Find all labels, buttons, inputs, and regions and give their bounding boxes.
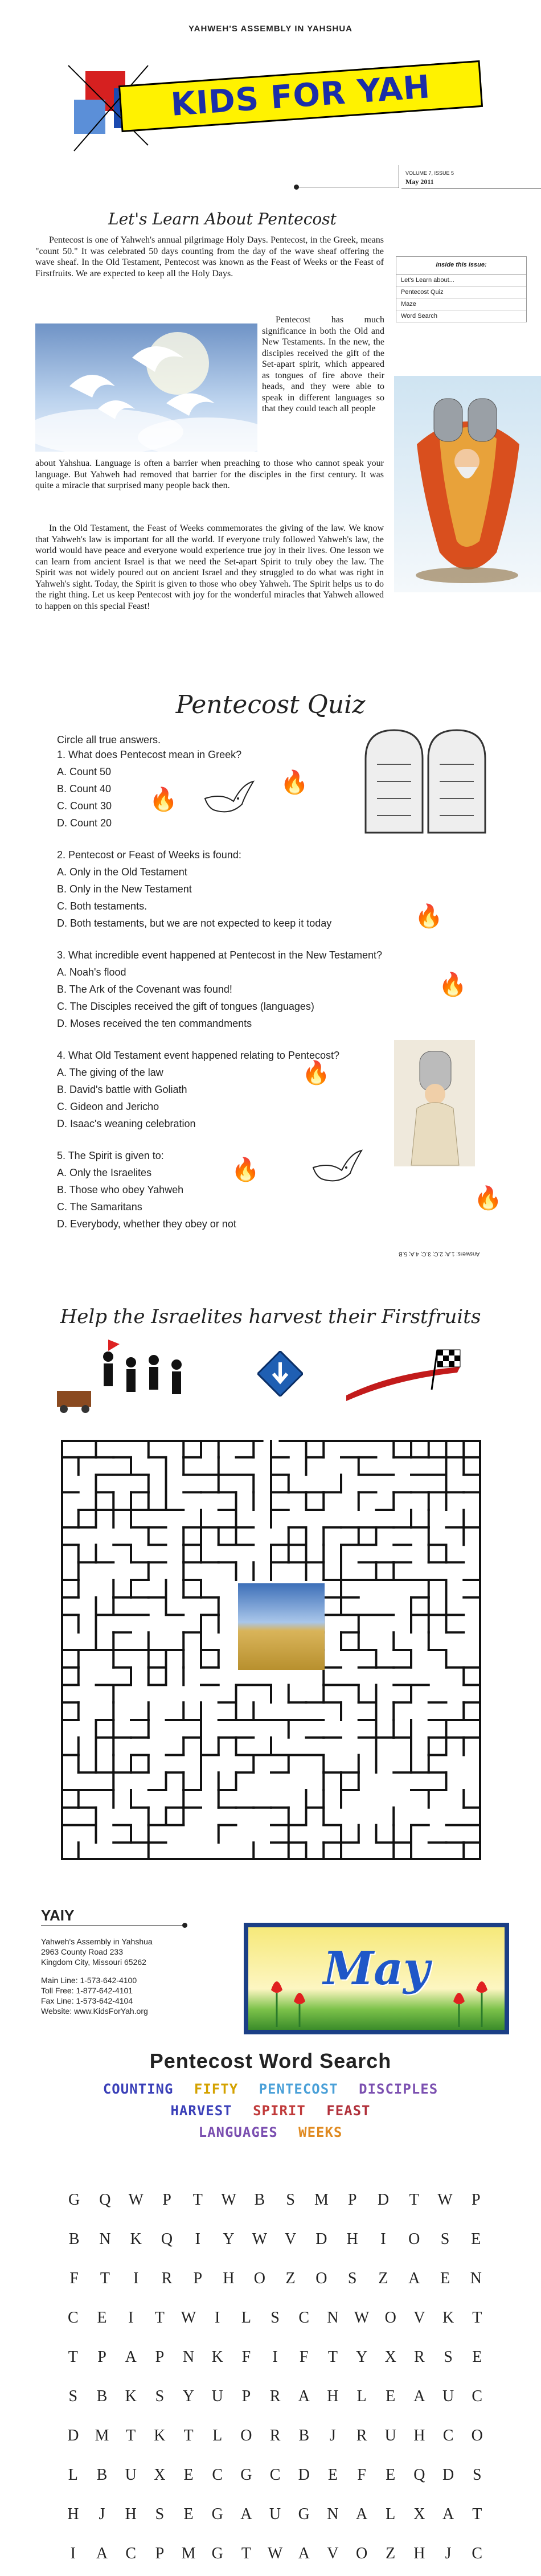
- word-search-letter[interactable]: T: [327, 2348, 338, 2366]
- quiz-option[interactable]: B. Count 40: [57, 783, 112, 794]
- quiz-question: 5. The Spirit is given to:: [57, 1150, 164, 1161]
- word-search-letter[interactable]: B: [68, 2230, 80, 2248]
- word-search-row: [59, 2337, 491, 2377]
- quiz-title: Pentecost Quiz: [175, 690, 366, 719]
- quiz-answers: Answers: 1.A; 2.C; 3.C; 4.A; 5.B: [399, 1251, 480, 1257]
- word-search-letter[interactable]: F: [299, 2348, 309, 2366]
- word-search-letter[interactable]: V: [413, 2308, 425, 2327]
- word-search-letter[interactable]: Q: [99, 2190, 111, 2209]
- word-search-letter[interactable]: G: [240, 2466, 252, 2484]
- word-search-letter[interactable]: A: [125, 2348, 137, 2366]
- word-search-letter[interactable]: E: [386, 2387, 396, 2405]
- quiz-option[interactable]: D. Everybody, whether they obey or not: [57, 1218, 236, 1230]
- flame-icon: 🔥: [438, 972, 467, 997]
- word-search-letter[interactable]: D: [315, 2230, 327, 2248]
- issue-date: May 2011: [405, 178, 434, 186]
- word-search-letter[interactable]: T: [68, 2348, 78, 2366]
- word-search-letter[interactable]: F: [69, 2269, 79, 2287]
- word-search-letter[interactable]: M: [95, 2426, 109, 2444]
- word-search-letter[interactable]: A: [355, 2505, 368, 2523]
- word-search-letter[interactable]: A: [298, 2387, 310, 2405]
- word-search-letter[interactable]: E: [386, 2466, 396, 2484]
- moses-image: [394, 1040, 475, 1166]
- word-search-letter[interactable]: D: [442, 2466, 454, 2484]
- word-search-letter[interactable]: M: [314, 2190, 329, 2209]
- word-search-letter[interactable]: Z: [378, 2269, 388, 2287]
- word-search-title: Pentecost Word Search: [149, 2049, 392, 2073]
- word-search-letter[interactable]: F: [357, 2466, 366, 2484]
- word-search-letter[interactable]: L: [212, 2426, 223, 2444]
- word-search-letter[interactable]: T: [192, 2190, 203, 2209]
- word-list-item: HARVEST: [170, 2103, 232, 2119]
- article-title: Let's Learn About Pentecost: [108, 210, 337, 228]
- word-search-letter[interactable]: F: [241, 2348, 251, 2366]
- quiz-option[interactable]: A. Only in the Old Testament: [57, 866, 187, 878]
- contact-line: Main Line: 1-573-642-4100: [41, 1976, 137, 1985]
- word-search-letter[interactable]: R: [414, 2348, 425, 2366]
- word-search-letter[interactable]: T: [126, 2426, 136, 2444]
- inside-issue-heading: Inside this issue:: [396, 257, 526, 275]
- article-paragraph-1: Pentecost is one of Yahweh's annual pilgrimage Holy Days. Pentecost, in the Greek, means "count 50." It was celebrated 50 days counting from the day of the wave sheaf offering the wave sheaf. In the Old Testament, Pentecost was known as the Feast of Weeks or the Feast of Firstfruits. We are expected to keep all the Holy Days.: [35, 235, 384, 279]
- banner-title: KIDS FOR YAH: [170, 68, 432, 124]
- article-paragraph-2a: Pentecost has much significance in both the Old and New Testaments. In the new, the disciples received the gift of the Set-apart spirit, which appeared as tongues of fire above their heads, and they were able to speak in different languages so that they could teach all people: [262, 315, 384, 413]
- dove-icon: [199, 776, 256, 821]
- israelites-figures-image: [51, 1340, 205, 1414]
- word-search-letter[interactable]: T: [472, 2308, 482, 2327]
- word-search-letter[interactable]: D: [298, 2466, 310, 2484]
- contact-line: Fax Line: 1-573-642-4104: [41, 1996, 133, 2005]
- word-search-letter[interactable]: S: [440, 2230, 450, 2248]
- word-search-letter[interactable]: E: [327, 2466, 338, 2484]
- word-search-letter[interactable]: P: [97, 2348, 106, 2366]
- word-search-letter[interactable]: V: [327, 2544, 339, 2562]
- quiz-option[interactable]: C. Count 30: [57, 800, 112, 812]
- word-search-letter[interactable]: Y: [355, 2348, 368, 2366]
- word-search-letter[interactable]: S: [444, 2348, 453, 2366]
- word-search-letter[interactable]: J: [329, 2426, 336, 2444]
- flame-icon: 🔥: [149, 787, 178, 812]
- month-badge-text: May: [323, 1942, 430, 1995]
- word-search-letter[interactable]: K: [211, 2348, 223, 2366]
- quiz-question-block: [57, 846, 399, 932]
- word-search-letter[interactable]: S: [472, 2466, 482, 2484]
- word-search-letter[interactable]: C: [125, 2544, 137, 2562]
- word-list: [0, 2081, 541, 2140]
- word-search-letter[interactable]: S: [347, 2269, 357, 2287]
- quiz-intro: Circle all true answers.: [57, 734, 161, 746]
- word-search-letter[interactable]: N: [99, 2230, 111, 2248]
- word-search-letter[interactable]: N: [182, 2348, 195, 2366]
- org-short-name: YAIY: [41, 1907, 75, 1924]
- flame-icon: 🔥: [231, 1157, 260, 1182]
- word-search-letter[interactable]: H: [125, 2505, 137, 2523]
- word-search-letter[interactable]: S: [155, 2505, 165, 2523]
- word-search-letter[interactable]: V: [284, 2230, 297, 2248]
- quiz-question-block: [57, 947, 421, 1032]
- word-search-letter[interactable]: A: [442, 2505, 454, 2523]
- word-search-letter[interactable]: H: [413, 2544, 425, 2562]
- word-search-letter[interactable]: B: [298, 2426, 310, 2444]
- word-search-letter[interactable]: E: [183, 2466, 194, 2484]
- word-search-row: [59, 2298, 491, 2337]
- may-badge: [244, 1923, 509, 2034]
- word-search-row: [59, 2259, 491, 2298]
- word-search-letter[interactable]: D: [67, 2426, 79, 2444]
- word-search-letter[interactable]: I: [133, 2269, 139, 2287]
- quiz-option[interactable]: B. The Ark of the Covenant was found!: [57, 984, 232, 995]
- quiz-option[interactable]: C. The Samaritans: [57, 1201, 142, 1213]
- org-name: YAHWEH'S ASSEMBLY IN YAHSHUA: [188, 24, 353, 34]
- word-search-letter[interactable]: L: [356, 2387, 367, 2405]
- word-search-letter[interactable]: D: [377, 2190, 390, 2209]
- quiz-option[interactable]: C. Both testaments.: [57, 900, 147, 912]
- quiz-option[interactable]: C. The Disciples received the gift of tongues (languages): [57, 1001, 314, 1012]
- word-search-letter[interactable]: E: [97, 2308, 107, 2327]
- inside-issue-item[interactable]: Pentecost Quiz: [396, 286, 526, 298]
- word-search-letter[interactable]: O: [408, 2230, 420, 2248]
- word-search-letter[interactable]: H: [413, 2426, 425, 2444]
- word-search-letter[interactable]: I: [70, 2544, 76, 2562]
- word-search-letter[interactable]: T: [472, 2505, 482, 2523]
- word-search-letter[interactable]: J: [445, 2544, 452, 2562]
- inside-issue-box: [396, 256, 527, 322]
- quiz-question-block: [57, 1047, 387, 1132]
- word-search-letter[interactable]: W: [128, 2190, 144, 2209]
- word-search-letter[interactable]: I: [195, 2230, 200, 2248]
- word-search-letter[interactable]: I: [128, 2308, 134, 2327]
- word-list-item: PENTECOST: [259, 2081, 338, 2097]
- wheat-field-image: [238, 1583, 325, 1670]
- word-search-letter[interactable]: A: [413, 2387, 425, 2405]
- word-search-row: [59, 2180, 491, 2219]
- website-link[interactable]: Website: www.KidsForYah.org: [41, 2006, 148, 2016]
- quiz-option[interactable]: A. Only the Israelites: [57, 1167, 152, 1178]
- word-search-letter[interactable]: G: [211, 2544, 223, 2562]
- word-search-letter[interactable]: W: [437, 2190, 453, 2209]
- word-search-letter[interactable]: A: [408, 2269, 420, 2287]
- word-search-letter[interactable]: C: [269, 2466, 281, 2484]
- word-search-row: [59, 2377, 491, 2416]
- word-search-letter[interactable]: H: [346, 2230, 358, 2248]
- word-search-letter[interactable]: H: [223, 2269, 235, 2287]
- word-search-letter[interactable]: X: [154, 2466, 166, 2484]
- word-search-letter[interactable]: Y: [223, 2230, 235, 2248]
- word-search-row: [59, 2495, 491, 2534]
- word-search-letter[interactable]: C: [298, 2308, 310, 2327]
- word-search-letter[interactable]: U: [384, 2426, 396, 2444]
- word-search-letter[interactable]: O: [253, 2269, 265, 2287]
- word-list-item: DISCIPLES: [359, 2081, 438, 2097]
- word-search-row: [59, 2455, 491, 2495]
- word-search-letter[interactable]: B: [96, 2387, 108, 2405]
- word-search-letter[interactable]: W: [181, 2308, 196, 2327]
- word-search-letter[interactable]: L: [68, 2466, 78, 2484]
- word-search-letter[interactable]: I: [215, 2308, 220, 2327]
- word-search-letter[interactable]: L: [241, 2308, 251, 2327]
- quiz-option[interactable]: B. Only in the New Testament: [57, 883, 192, 895]
- word-search-letter[interactable]: R: [161, 2269, 173, 2287]
- word-search-letter[interactable]: A: [240, 2505, 252, 2523]
- word-search-letter[interactable]: C: [212, 2466, 223, 2484]
- word-search-letter[interactable]: E: [472, 2348, 482, 2366]
- word-search-letter[interactable]: C: [442, 2426, 454, 2444]
- word-search-letter[interactable]: E: [471, 2230, 481, 2248]
- article-paragraph-3: In the Old Testament, the Feast of Weeks commemorates the giving of the law. We know that Yahweh's law is important for all the world. If everyone truly followed Yahweh's law, the world would have peace and everyone would experience true joy in their lives. One lesson we can learn from ancient Israel is that we need the Set-apart Spirit to truly obey the law. The Spirit was not widely poured out on ancient Israel and they struggled to do what was right in Yahweh's sight. Today, the Spirit is given to those who obey Yahweh. The Spirit helps us to do the right thing. Let us keep Pentecost with joy for the wonderful miracles that Yahweh allowed to happen on this special Feast!: [35, 523, 384, 611]
- word-search-letter[interactable]: B: [254, 2190, 265, 2209]
- word-search-letter[interactable]: M: [181, 2544, 196, 2562]
- word-search-row: [59, 2416, 491, 2455]
- word-search-letter[interactable]: G: [68, 2190, 80, 2209]
- footer-rule: [41, 1925, 183, 1926]
- word-search-letter[interactable]: Q: [413, 2466, 425, 2484]
- quiz-option[interactable]: B. David's battle with Goliath: [57, 1084, 187, 1095]
- word-search-letter[interactable]: S: [270, 2308, 280, 2327]
- flame-icon: 🔥: [302, 1060, 330, 1086]
- quiz-option[interactable]: C. Gideon and Jericho: [57, 1101, 159, 1112]
- moses-tablets-image: [394, 376, 541, 592]
- contact-line: Toll Free: 1-877-642-4101: [41, 1986, 133, 1995]
- word-search-letter[interactable]: C: [472, 2544, 483, 2562]
- word-search-letter[interactable]: H: [67, 2505, 79, 2523]
- quiz-option[interactable]: D. Both testaments, but we are not expected to keep it today: [57, 918, 332, 929]
- word-list-item: SPIRIT: [253, 2103, 306, 2119]
- quiz-option[interactable]: A. Noah's flood: [57, 966, 126, 978]
- word-search-letter[interactable]: N: [327, 2308, 339, 2327]
- header-rule-dot: [294, 185, 299, 190]
- quiz-option[interactable]: B. Those who obey Yahweh: [57, 1184, 184, 1195]
- word-search-letter[interactable]: T: [183, 2426, 194, 2444]
- quiz-question: 3. What incredible event happened at Pentecost in the New Testament?: [57, 949, 383, 961]
- word-search-letter[interactable]: N: [327, 2505, 339, 2523]
- word-search-letter[interactable]: T: [154, 2308, 165, 2327]
- word-search-letter[interactable]: W: [267, 2544, 283, 2562]
- word-search-letter[interactable]: Y: [182, 2387, 195, 2405]
- volume-label: VOLUME 7, ISSUE 5: [405, 170, 454, 176]
- word-search-letter[interactable]: P: [155, 2348, 165, 2366]
- word-search-letter[interactable]: U: [269, 2505, 281, 2523]
- word-search-letter[interactable]: I: [380, 2230, 386, 2248]
- word-search-letter[interactable]: P: [193, 2269, 203, 2287]
- word-search-letter[interactable]: J: [99, 2505, 105, 2523]
- word-search-letter[interactable]: I: [272, 2348, 278, 2366]
- quiz-option[interactable]: D. Count 20: [57, 817, 112, 829]
- word-search-letter[interactable]: B: [96, 2466, 108, 2484]
- word-search-row: [59, 2534, 491, 2573]
- flame-icon: 🔥: [415, 904, 443, 929]
- word-search-letter[interactable]: P: [162, 2190, 171, 2209]
- word-search-letter[interactable]: P: [472, 2190, 481, 2209]
- flame-icon: 🔥: [280, 770, 309, 795]
- word-search-letter[interactable]: T: [409, 2190, 419, 2209]
- quiz-question: 1. What does Pentecost mean in Greek?: [57, 749, 242, 760]
- word-search-letter[interactable]: W: [252, 2230, 268, 2248]
- word-search-letter[interactable]: O: [384, 2308, 396, 2327]
- word-search-letter[interactable]: O: [315, 2269, 327, 2287]
- word-search-letter[interactable]: Q: [161, 2230, 173, 2248]
- word-search-letter[interactable]: C: [472, 2387, 483, 2405]
- word-list-item: COUNTING: [103, 2081, 174, 2097]
- word-list-item: LANGUAGES: [198, 2124, 278, 2140]
- word-list-item: WEEKS: [298, 2124, 343, 2140]
- address-line: 2963 County Road 233: [41, 1947, 123, 1956]
- quiz-option[interactable]: D. Isaac's weaning celebration: [57, 1118, 196, 1129]
- dove-icon: [308, 1145, 364, 1190]
- inside-issue-item[interactable]: Maze: [396, 298, 526, 310]
- word-search-letter[interactable]: T: [100, 2269, 110, 2287]
- word-search-letter[interactable]: R: [269, 2426, 281, 2444]
- quiz-question: 4. What Old Testament event happened relating to Pentecost?: [57, 1050, 339, 1061]
- word-search-letter[interactable]: W: [354, 2308, 370, 2327]
- address-line: Kingdom City, Missouri 65262: [41, 1957, 146, 1967]
- word-search-grid: [59, 2180, 491, 2573]
- word-search-letter[interactable]: G: [298, 2505, 310, 2523]
- doves-image: [35, 323, 257, 452]
- word-search-letter[interactable]: O: [355, 2544, 368, 2562]
- quiz-option[interactable]: A. Count 50: [57, 766, 112, 777]
- word-search-letter[interactable]: G: [211, 2505, 223, 2523]
- word-search-letter[interactable]: L: [386, 2505, 396, 2523]
- word-search-letter[interactable]: P: [155, 2544, 165, 2562]
- word-search-letter[interactable]: K: [442, 2308, 454, 2327]
- word-search-letter[interactable]: T: [241, 2544, 251, 2562]
- word-search-letter[interactable]: S: [68, 2387, 78, 2405]
- word-search-letter[interactable]: A: [298, 2544, 310, 2562]
- word-search-letter[interactable]: P: [241, 2387, 251, 2405]
- word-search-letter[interactable]: U: [125, 2466, 137, 2484]
- word-list-item: FIFTY: [194, 2081, 239, 2097]
- word-search-letter[interactable]: S: [286, 2190, 295, 2209]
- word-search-row: [59, 2219, 491, 2259]
- word-search-letter[interactable]: N: [470, 2269, 482, 2287]
- footer-rule-dot: [182, 1923, 187, 1928]
- word-search-letter[interactable]: W: [221, 2190, 236, 2209]
- address-line: Yahweh's Assembly in Yahshua: [41, 1937, 153, 1946]
- word-search-letter[interactable]: E: [440, 2269, 450, 2287]
- word-search-letter[interactable]: U: [211, 2387, 223, 2405]
- word-list-item: FEAST: [326, 2103, 371, 2119]
- word-search-letter[interactable]: K: [154, 2426, 166, 2444]
- commandment-tablets-icon: [360, 724, 491, 838]
- inside-issue-item[interactable]: Word Search: [401, 313, 437, 320]
- quiz-question: 2. Pentecost or Feast of Weeks is found:: [57, 849, 241, 861]
- word-search-letter[interactable]: K: [130, 2230, 142, 2248]
- word-search-letter[interactable]: S: [155, 2387, 165, 2405]
- finish-flag-icon: [341, 1344, 472, 1407]
- word-search-letter[interactable]: O: [240, 2426, 252, 2444]
- inside-issue-item[interactable]: Let's Learn about...: [396, 275, 526, 286]
- word-search-letter[interactable]: C: [67, 2308, 79, 2327]
- word-search-letter[interactable]: X: [413, 2505, 425, 2523]
- address-block: [41, 1936, 153, 2016]
- word-search-letter[interactable]: A: [96, 2544, 108, 2562]
- word-search-letter[interactable]: Z: [386, 2544, 396, 2562]
- flame-icon: 🔥: [474, 1186, 502, 1211]
- article-paragraph-2b: about Yahshua. Language is often a barrier when preaching to those who cannot speak your language. But Yahweh had removed that barrier for the disciples in the first century. It was quite a miracle that surprised many people back then.: [35, 458, 384, 490]
- word-search-letter[interactable]: P: [347, 2190, 357, 2209]
- word-search-letter[interactable]: E: [183, 2505, 194, 2523]
- word-search-letter[interactable]: K: [125, 2387, 137, 2405]
- date-rule: [401, 188, 541, 189]
- word-search-letter[interactable]: X: [384, 2348, 396, 2366]
- maze-title: Help the Israelites harvest their Firstfruits: [60, 1305, 481, 1328]
- word-search-letter[interactable]: U: [442, 2387, 454, 2405]
- quiz-option[interactable]: A. The giving of the law: [57, 1067, 163, 1078]
- word-search-letter[interactable]: Z: [285, 2269, 296, 2287]
- word-search-letter[interactable]: R: [269, 2387, 281, 2405]
- word-search-letter[interactable]: H: [327, 2387, 339, 2405]
- quiz-option[interactable]: D. Moses received the ten commandments: [57, 1018, 252, 1029]
- down-arrow-icon: [257, 1351, 303, 1396]
- word-search-letter[interactable]: R: [356, 2426, 367, 2444]
- word-search-letter[interactable]: O: [471, 2426, 483, 2444]
